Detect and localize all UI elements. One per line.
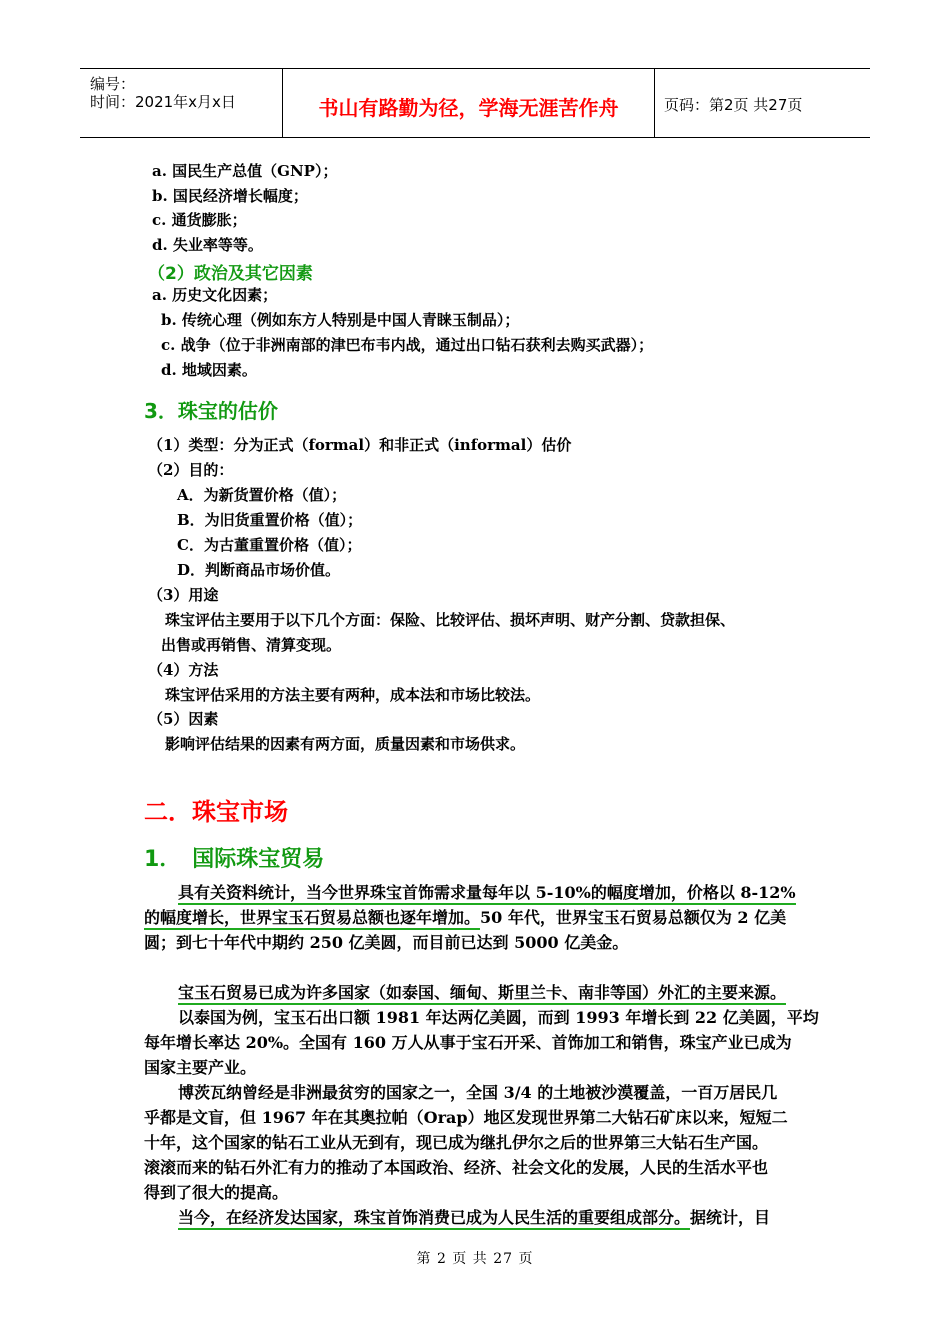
list-item: c. 通货膨胀； (152, 211, 247, 229)
list-item: a. 历史文化因素； (152, 286, 278, 304)
list-item: B．为旧货重置价格（值）； (177, 511, 363, 529)
paragraph-text: 据统计，目 (690, 1208, 771, 1227)
paragraph-line: 博茨瓦纳曾经是非洲最贫穷的国家之一，全国 3/4 的土地被沙漠覆盖，一百万居民几 (178, 1083, 778, 1102)
list-item: D．判断商品市场价值。 (177, 561, 341, 579)
paragraph-line: 十年，这个国家的钻石工业从无到有，现已成为继扎伊尔之后的世界第三大钻石生产国。 (144, 1133, 769, 1152)
paragraph-line (178, 880, 796, 905)
list-item: c. 战争（位于非洲南部的津巴布韦内战，通过出口钻石获利去购买武器）； (161, 336, 654, 354)
chapter-heading: 二．珠宝市场 (144, 798, 288, 826)
valuation-type: （1）类型：分为正式（formal）和非正式（informal）估价 (148, 436, 572, 454)
motto-text: 书山有路勤为径，学海无涯苦作舟 (318, 96, 619, 120)
valuation-method-label: （4）方法 (148, 661, 219, 679)
paragraph-line: 每年增长率达 20%。全国有 160 万人从事于宝石开采、首饰加工和销售，珠宝产业已成为 (144, 1033, 792, 1052)
header-motto-cell (283, 69, 655, 137)
section-heading-trade: 1． 国际珠宝贸易 (144, 847, 325, 872)
header-page-cell (655, 69, 870, 137)
paragraph-line (178, 1205, 770, 1230)
valuation-use-text: 出售或再销售、清算变现。 (161, 636, 342, 654)
list-item: d. 失业率等等。 (152, 236, 263, 254)
paragraph-line: 乎都是文盲，但 1967 年在其奥拉帕（Orap）地区发现世界第二大钻石矿床以来，短短二 (144, 1108, 788, 1127)
valuation-factor-text: 影响评估结果的因素有两方面，质量因素和市场供求。 (165, 735, 526, 753)
paragraph-line: 得到了很大的提高。 (144, 1183, 289, 1202)
page-header (80, 68, 870, 138)
paragraph-line: 国家主要产业。 (144, 1058, 257, 1077)
paragraph-line (178, 980, 786, 1005)
valuation-method-text: 珠宝评估采用的方法主要有两种，成本法和市场比较法。 (165, 686, 541, 704)
valuation-factor-label: （5）因素 (148, 710, 219, 728)
highlighted-text: 的幅度增长，世界宝玉石贸易总额也逐年增加。 (144, 908, 480, 930)
list-item: C．为古董重置价格（值）； (177, 536, 362, 554)
list-item: b. 国民经济增长幅度； (152, 187, 308, 205)
list-item: d. 地域因素。 (161, 361, 257, 379)
highlighted-text: 具有关资料统计，当今世界珠宝首饰需求量每年以 5-10%的幅度增加，价格以 8-12% (178, 883, 796, 905)
header-meta-cell (80, 69, 283, 137)
paragraph-line (144, 905, 786, 930)
valuation-use-label: （3）用途 (148, 586, 219, 604)
paragraph-text: 50 年代，世界宝玉石贸易总额仅为 2 亿美 (480, 908, 787, 927)
highlighted-text: 宝玉石贸易已成为许多国家（如泰国、缅甸、斯里兰卡、南非等国）外汇的主要来源。 (178, 983, 786, 1005)
page-code: 页码：第2页 共27页 (664, 96, 803, 114)
highlighted-text: 当今，在经济发达国家，珠宝首饰消费已成为人民生活的重要组成部分。 (178, 1208, 690, 1230)
doc-number-label: 编号： (90, 75, 136, 93)
paragraph-line: 圆；到七十年代中期约 250 亿美圆，而目前已达到 5000 亿美金。 (144, 933, 629, 952)
valuation-use-text: 珠宝评估主要用于以下几个方面：保险、比较评估、损坏声明、财产分割、贷款担保、 (165, 611, 736, 629)
list-item: a. 国民生产总值（GNP）； (152, 162, 338, 180)
subheading-politics: （2）政治及其它因素 (148, 264, 313, 284)
list-item: A．为新货置价格（值）； (177, 486, 347, 504)
list-item: b. 传统心理（例如东方人特别是中国人青睐玉制品）； (161, 311, 520, 329)
page-footer: 第 2 页 共 27 页 (416, 1251, 534, 1267)
paragraph-line: 以泰国为例，宝玉石出口额 1981 年达两亿美圆，而到 1993 年增长到 22 亿美圆，平均 (178, 1008, 819, 1027)
paragraph-line: 滚滚而来的钻石外汇有力的推动了本国政治、经济、社会文化的发展，人民的生活水平也 (144, 1158, 769, 1177)
valuation-purpose-label: （2）目的： (148, 461, 234, 479)
doc-date: 时间：2021年x月x日 (90, 93, 236, 111)
section-heading-valuation: 3．珠宝的估价 (144, 399, 278, 423)
